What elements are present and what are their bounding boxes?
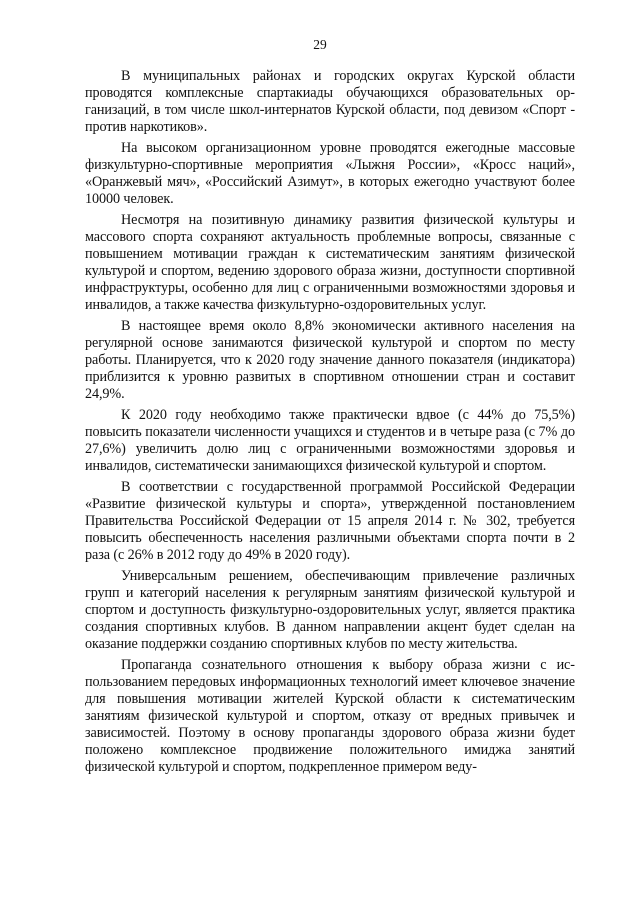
paragraph-2: На высоком организационном уровне проводятся ежегодные массовые физкультурно-спортивные мероприятия «Лыжня России», «Кросс наций», «Оранжевый мяч», «Российский Азимут», в которых ежегодно участвуют более 10000 человек. bbox=[85, 140, 575, 207]
paragraph-6: В соответствии с государственной программой Российской Федерации «Развитие физической культуры и спорта», утвержденной постановлением Правительства Российской Федерации от 15 апреля 2014 г. № 302, требуется повысить обеспеченность населения различными объектами спорта почти в 2 раза (с 26% в 2012 году до 49% в 2020 году). bbox=[85, 479, 575, 563]
paragraph-8: Пропаганда сознательного отношения к выбору образа жизни с использованием передовых информационных технологий имеет ключевое значение для повышения мотивации жителей Курской области к систематическим занятиям физической культурой и спортом, отказу от вредных привычек и зависимостей. Поэтому в основу пропаганды здорового образа жизни будет положено комплексное продвижение положительного имиджа занятий физической культурой и спортом, подкрепленное примером веду- bbox=[85, 657, 575, 775]
page-number: 29 bbox=[313, 37, 327, 52]
paragraph-5: К 2020 году необходимо также практически вдвое (с 44% до 75,5%) повысить показатели численности учащихся и студентов и в четыре раза (с 7% до 27,6%) увеличить долю лиц с ограниченными возможностями здоровья и инвалидов, систематически занимающихся физической культурой и спортом. bbox=[85, 407, 575, 474]
paragraph-7: Универсальным решением, обеспечивающим привлечение различных групп и категорий населения к регулярным занятиям физической культурой и спортом и доступность физкультурно-оздоровительных услуг, является практика создания спортивных клубов. В данном направлении акцент будет сделан на оказание поддержки созданию спортивных клубов по месту жительства. bbox=[85, 568, 575, 652]
paragraph-3: Несмотря на позитивную динамику развития физической культуры и массового спорта сохраняют актуальность проблемные вопросы, связанные с повышением мотивации граждан к систематическим занятиям физической культурой и спортом, ведению здорового образа жизни, доступности спортивной инфраструктуры, особенно для лиц с ограниченными возможностями здоровья и инвалидов, а также качества физкультурно-оздоровительных услуг. bbox=[85, 212, 575, 313]
paragraph-4: В настоящее время около 8,8% экономически активного населения на регулярной основе занимаются физической культурой и спортом по месту работы. Планируется, что к 2020 году значение данного показателя (индикатора) приблизится к уровню развитых в спортивном отношении стран и составит 24,9%. bbox=[85, 318, 575, 402]
page-body bbox=[85, 68, 575, 776]
paragraph-1: В муниципальных районах и городских округах Курской области проводятся комплексные спартакиады обучающихся образовательных организаций, в том числе школ-интернатов Курской области, под девизом «Спорт - против наркотиков». bbox=[85, 68, 575, 135]
